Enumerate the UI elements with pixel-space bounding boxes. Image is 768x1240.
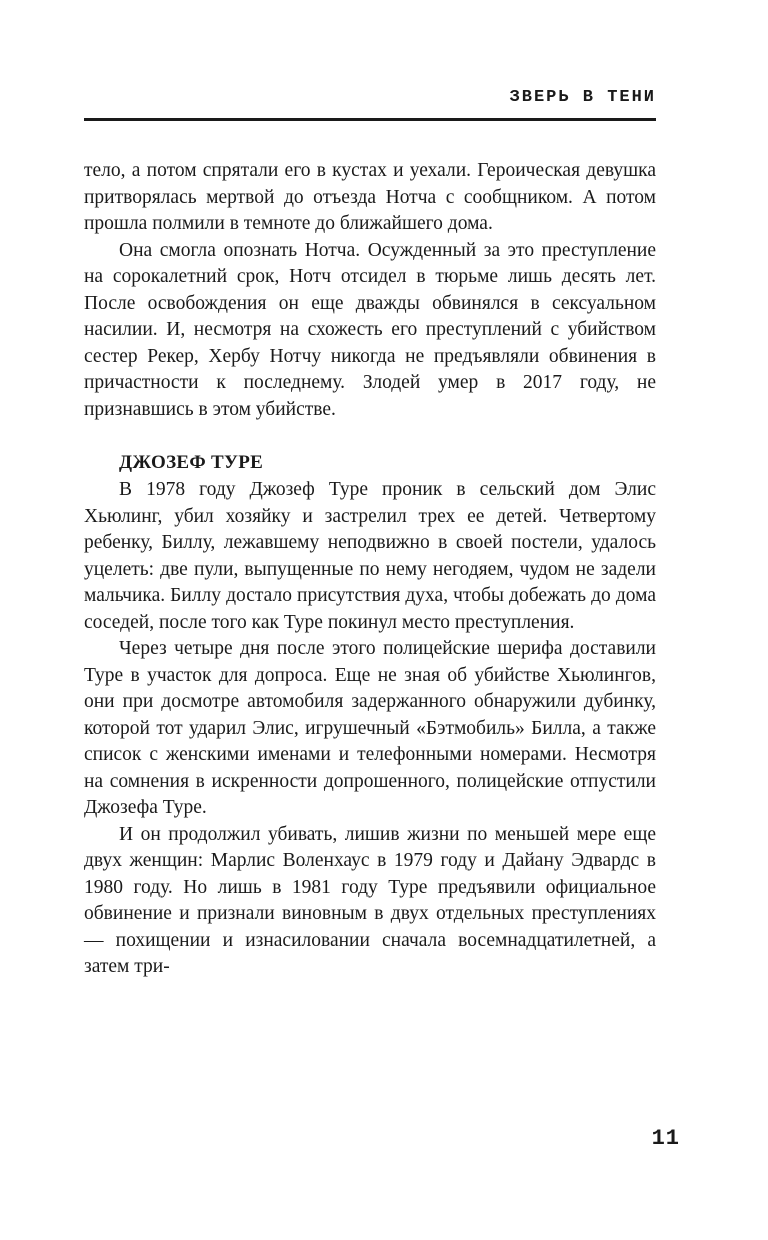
page-number: 11: [651, 1126, 680, 1151]
paragraph: Через четыре дня после этого полицейские шерифа доставили Туре в участок для допроса. Еще не зная об убийстве Хьюлингов, они при досмотре автомобиля задержанного обнаружили дубинку, которой тот ударил Элис, игрушечный «Бэтмобиль» Билла, а также список с женскими именами и телефонными номерами. Несмотря на сомнения в искренности допрошенного, полицейские отпустили Джозефа Туре.: [84, 638, 656, 818]
paragraph: Она смогла опознать Нотча. Осужденный за это преступление на сорокалетний срок, Нотч отсидел в тюрьме лишь десять лет. После освобождения он еще дважды обвинялся в сексуальном насилии. И, несмотря на схожесть его преступлений с убийством сестер Рекер, Хербу Нотчу никогда не предъявляли обвинения в причастности к последнему. Злодей умер в 2017 году, не признавшись в этом убийстве.: [84, 239, 656, 420]
paragraph: И он продолжил убивать, лишив жизни по меньшей мере еще двух женщин: Марлис Воленхаус в 1979 году и Дайану Эдвардс в 1980 году. Но лишь в 1981 году Туре предъявили официальное обвинение и признали виновным в двух отдельных преступлениях — похищении и изнасиловании сначала восемнадцатилетней, а затем три-: [84, 823, 656, 977]
paragraph: В 1978 году Джозеф Туре проник в сельский дом Элис Хьюлинг, убил хозяйку и застрелил трех ее детей. Четвертому ребенку, Биллу, лежавшему неподвижно в своей постели, удалось уцелеть: две пули, выпущенные по нему негодяем, чудом не задели мальчика. Биллу достало присутствия духа, чтобы добежать до дома соседей, после того как Туре покинул место преступления.: [84, 479, 656, 633]
running-head-title: ЗВЕРЬ В ТЕНИ: [509, 88, 656, 107]
section-heading: ДЖОЗЕФ ТУРЕ: [119, 452, 264, 473]
paragraph-continuation: тело, а потом спрятали его в кустах и уехали. Героическая девушка притворялась мертвой до отъезда Нотча с сообщником. А потом прошла полмили в темноте до ближайшего дома.: [84, 160, 656, 234]
body-text: [84, 158, 656, 981]
header-rule: [84, 118, 656, 121]
